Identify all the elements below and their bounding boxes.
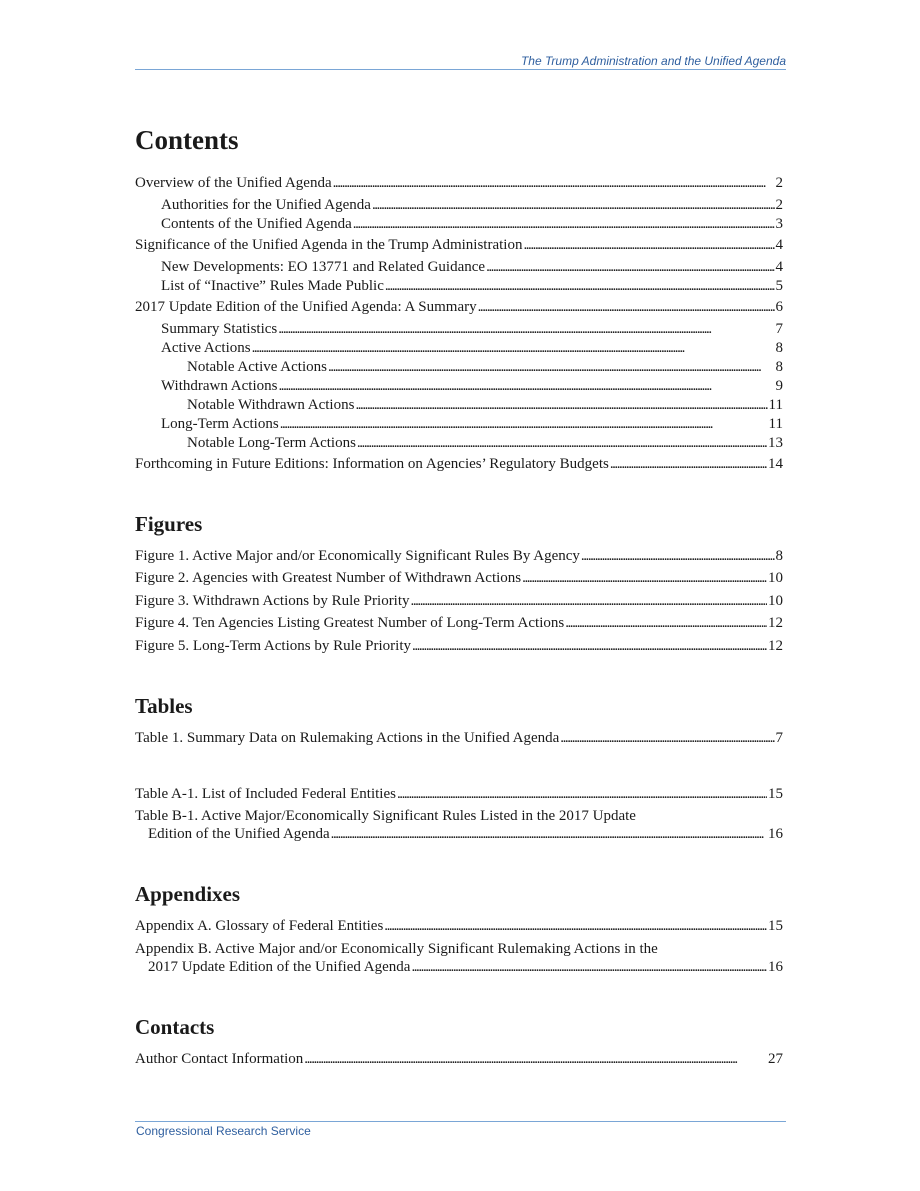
leader-dots — [372, 196, 775, 214]
leader-dots — [610, 455, 767, 473]
footer-organization: Congressional Research Service — [136, 1124, 311, 1138]
toc-entry-text: Overview of the Unified Agenda — [135, 174, 332, 191]
toc-entry-text: 2017 Update Edition of the Unified Agenda — [148, 958, 411, 975]
toc-entry-long-term-actions[interactable] — [135, 415, 783, 433]
toc-entry-text: Notable Long-Term Actions — [187, 434, 356, 451]
appendixes-heading: Appendixes — [135, 882, 241, 907]
toc-page-number: 16 — [768, 958, 783, 975]
toc-page-number: 10 — [768, 592, 783, 609]
toc-page-number: 9 — [775, 377, 783, 394]
toc-entry-summary-statistics[interactable] — [135, 320, 783, 338]
leader-dots — [333, 174, 775, 192]
leader-dots — [397, 785, 767, 803]
toc-entry-table-b1[interactable] — [135, 807, 783, 843]
leader-dots — [280, 415, 768, 433]
contacts-heading: Contacts — [135, 1014, 215, 1039]
toc-entry-forthcoming[interactable] — [135, 455, 783, 473]
toc-entry-table-1[interactable] — [135, 729, 783, 747]
leader-dots — [412, 637, 767, 655]
toc-entry-author-contact[interactable] — [135, 1050, 783, 1068]
toc-page-number: 2 — [775, 174, 783, 191]
toc-page-number: 8 — [775, 358, 783, 375]
toc-page-number: 13 — [768, 434, 783, 451]
leader-dots — [560, 729, 774, 747]
footer-rule — [135, 1121, 786, 1122]
toc-page-number: 12 — [768, 637, 783, 654]
contents-heading: Contents — [135, 125, 239, 155]
leader-dots — [331, 825, 767, 843]
leader-dots — [353, 215, 775, 233]
toc-page-number: 14 — [768, 455, 783, 472]
toc-entry-text: Appendix B. Active Major and/or Economically Significant Rulemaking Actions in the — [135, 940, 658, 957]
toc-entry-contents-of-agenda[interactable] — [135, 215, 783, 233]
toc-page-number: 7 — [775, 730, 783, 747]
toc-entry-active-actions[interactable] — [135, 339, 783, 357]
toc-entry-text: Figure 1. Active Major and/or Economically Significant Rules By Agency — [135, 547, 580, 564]
toc-page-number: 8 — [775, 547, 783, 564]
toc-entry-text: Contents of the Unified Agenda — [161, 215, 352, 232]
toc-entry-new-developments[interactable] — [135, 258, 783, 276]
toc-entry-notable-active[interactable] — [135, 358, 783, 376]
header-rule — [135, 69, 786, 70]
toc-page-number: 3 — [775, 215, 783, 232]
toc-page-number: 2 — [775, 196, 783, 213]
toc-entry-text: List of “Inactive” Rules Made Public — [161, 277, 384, 294]
toc-entry-text: Summary Statistics — [161, 320, 278, 337]
toc-entry-table-a1[interactable] — [135, 785, 783, 803]
toc-entry-figure-5[interactable] — [135, 637, 783, 655]
leader-dots — [384, 917, 767, 935]
leader-dots — [252, 339, 775, 357]
leader-dots — [478, 298, 775, 316]
toc-entry-text: Table 1. Summary Data on Rulemaking Actions in the Unified Agenda — [135, 730, 560, 747]
toc-entry-text: Active Actions — [161, 339, 251, 356]
toc-entry-text: Appendix A. Glossary of Federal Entities — [135, 918, 384, 935]
toc-entry-figure-3[interactable] — [135, 592, 783, 610]
toc-entry-significance[interactable] — [135, 236, 783, 254]
toc-entry-withdrawn-actions[interactable] — [135, 377, 783, 395]
toc-entry-text: Edition of the Unified Agenda — [148, 826, 330, 843]
toc-entry-text: Figure 3. Withdrawn Actions by Rule Priority — [135, 592, 410, 609]
toc-entry-text: Notable Withdrawn Actions — [187, 396, 355, 413]
toc-entry-text: Table B-1. Active Major/Economically Significant Rules Listed in the 2017 Update — [135, 808, 636, 825]
leader-dots — [385, 277, 775, 295]
leader-dots — [411, 958, 767, 976]
toc-entry-figure-1[interactable] — [135, 547, 783, 565]
toc-entry-figure-2[interactable] — [135, 569, 783, 587]
toc-page-number: 5 — [775, 277, 783, 294]
toc-entry-authorities[interactable] — [135, 196, 783, 214]
toc-entry-text: Notable Active Actions — [187, 358, 327, 375]
leader-dots — [523, 236, 774, 254]
toc-entry-text: Table A-1. List of Included Federal Entities — [135, 785, 396, 802]
leader-dots — [278, 320, 774, 338]
figures-heading: Figures — [135, 511, 203, 536]
toc-page-number: 10 — [768, 570, 783, 587]
toc-entry-text: Figure 5. Long-Term Actions by Rule Priority — [135, 637, 412, 654]
leader-dots — [581, 547, 775, 565]
toc-page-number: 15 — [768, 785, 783, 802]
toc-page-number: 8 — [775, 339, 783, 356]
toc-entry-appendix-b[interactable] — [135, 940, 783, 976]
leader-dots — [565, 614, 767, 632]
toc-page-number: 15 — [768, 918, 783, 935]
leader-dots — [357, 434, 767, 452]
toc-entry-text: Significance of the Unified Agenda in the Trump Administration — [135, 236, 523, 253]
toc-page-number: 6 — [775, 298, 783, 315]
toc-body — [135, 118, 783, 1073]
toc-entry-appendix-a[interactable] — [135, 917, 783, 935]
toc-entry-text: Authorities for the Unified Agenda — [161, 196, 371, 213]
toc-page-number: 11 — [768, 415, 783, 432]
toc-entry-2017-update[interactable] — [135, 298, 783, 316]
toc-entry-figure-4[interactable] — [135, 614, 783, 632]
leader-dots — [522, 569, 767, 587]
toc-page-number: 11 — [768, 396, 783, 413]
toc-entry-text: Forthcoming in Future Editions: Information on Agencies’ Regulatory Budgets — [135, 455, 609, 472]
leader-dots — [328, 358, 775, 376]
running-header-title: The Trump Administration and the Unified Agenda — [520, 54, 786, 68]
toc-entry-text: Withdrawn Actions — [161, 377, 278, 394]
toc-page-number: 4 — [775, 258, 783, 275]
toc-page-number: 27 — [768, 1051, 783, 1068]
tables-heading: Tables — [135, 694, 193, 719]
toc-entry-notable-withdrawn[interactable] — [135, 396, 783, 414]
leader-dots — [304, 1050, 767, 1068]
toc-entry-text: Figure 2. Agencies with Greatest Number of Withdrawn Actions — [135, 570, 522, 587]
toc-entry-text: Author Contact Information — [135, 1051, 304, 1068]
toc-page-number: 16 — [768, 826, 783, 843]
toc-entry-text: Figure 4. Ten Agencies Listing Greatest Number of Long-Term Actions — [135, 615, 565, 632]
toc-page-number: 7 — [775, 320, 783, 337]
toc-entry-inactive-rules[interactable] — [135, 277, 783, 295]
leader-dots — [355, 396, 767, 414]
leader-dots — [411, 592, 767, 610]
toc-entry-text: New Developments: EO 13771 and Related Guidance — [161, 258, 486, 275]
toc-entry-overview[interactable] — [135, 174, 783, 192]
leader-dots — [486, 258, 774, 276]
toc-entry-text: Long-Term Actions — [161, 415, 279, 432]
toc-page-number: 12 — [768, 615, 783, 632]
toc-entry-text: 2017 Update Edition of the Unified Agenda: A Summary — [135, 298, 477, 315]
toc-page-number: 4 — [775, 236, 783, 253]
leader-dots — [278, 377, 774, 395]
toc-entry-notable-long-term[interactable] — [135, 434, 783, 452]
